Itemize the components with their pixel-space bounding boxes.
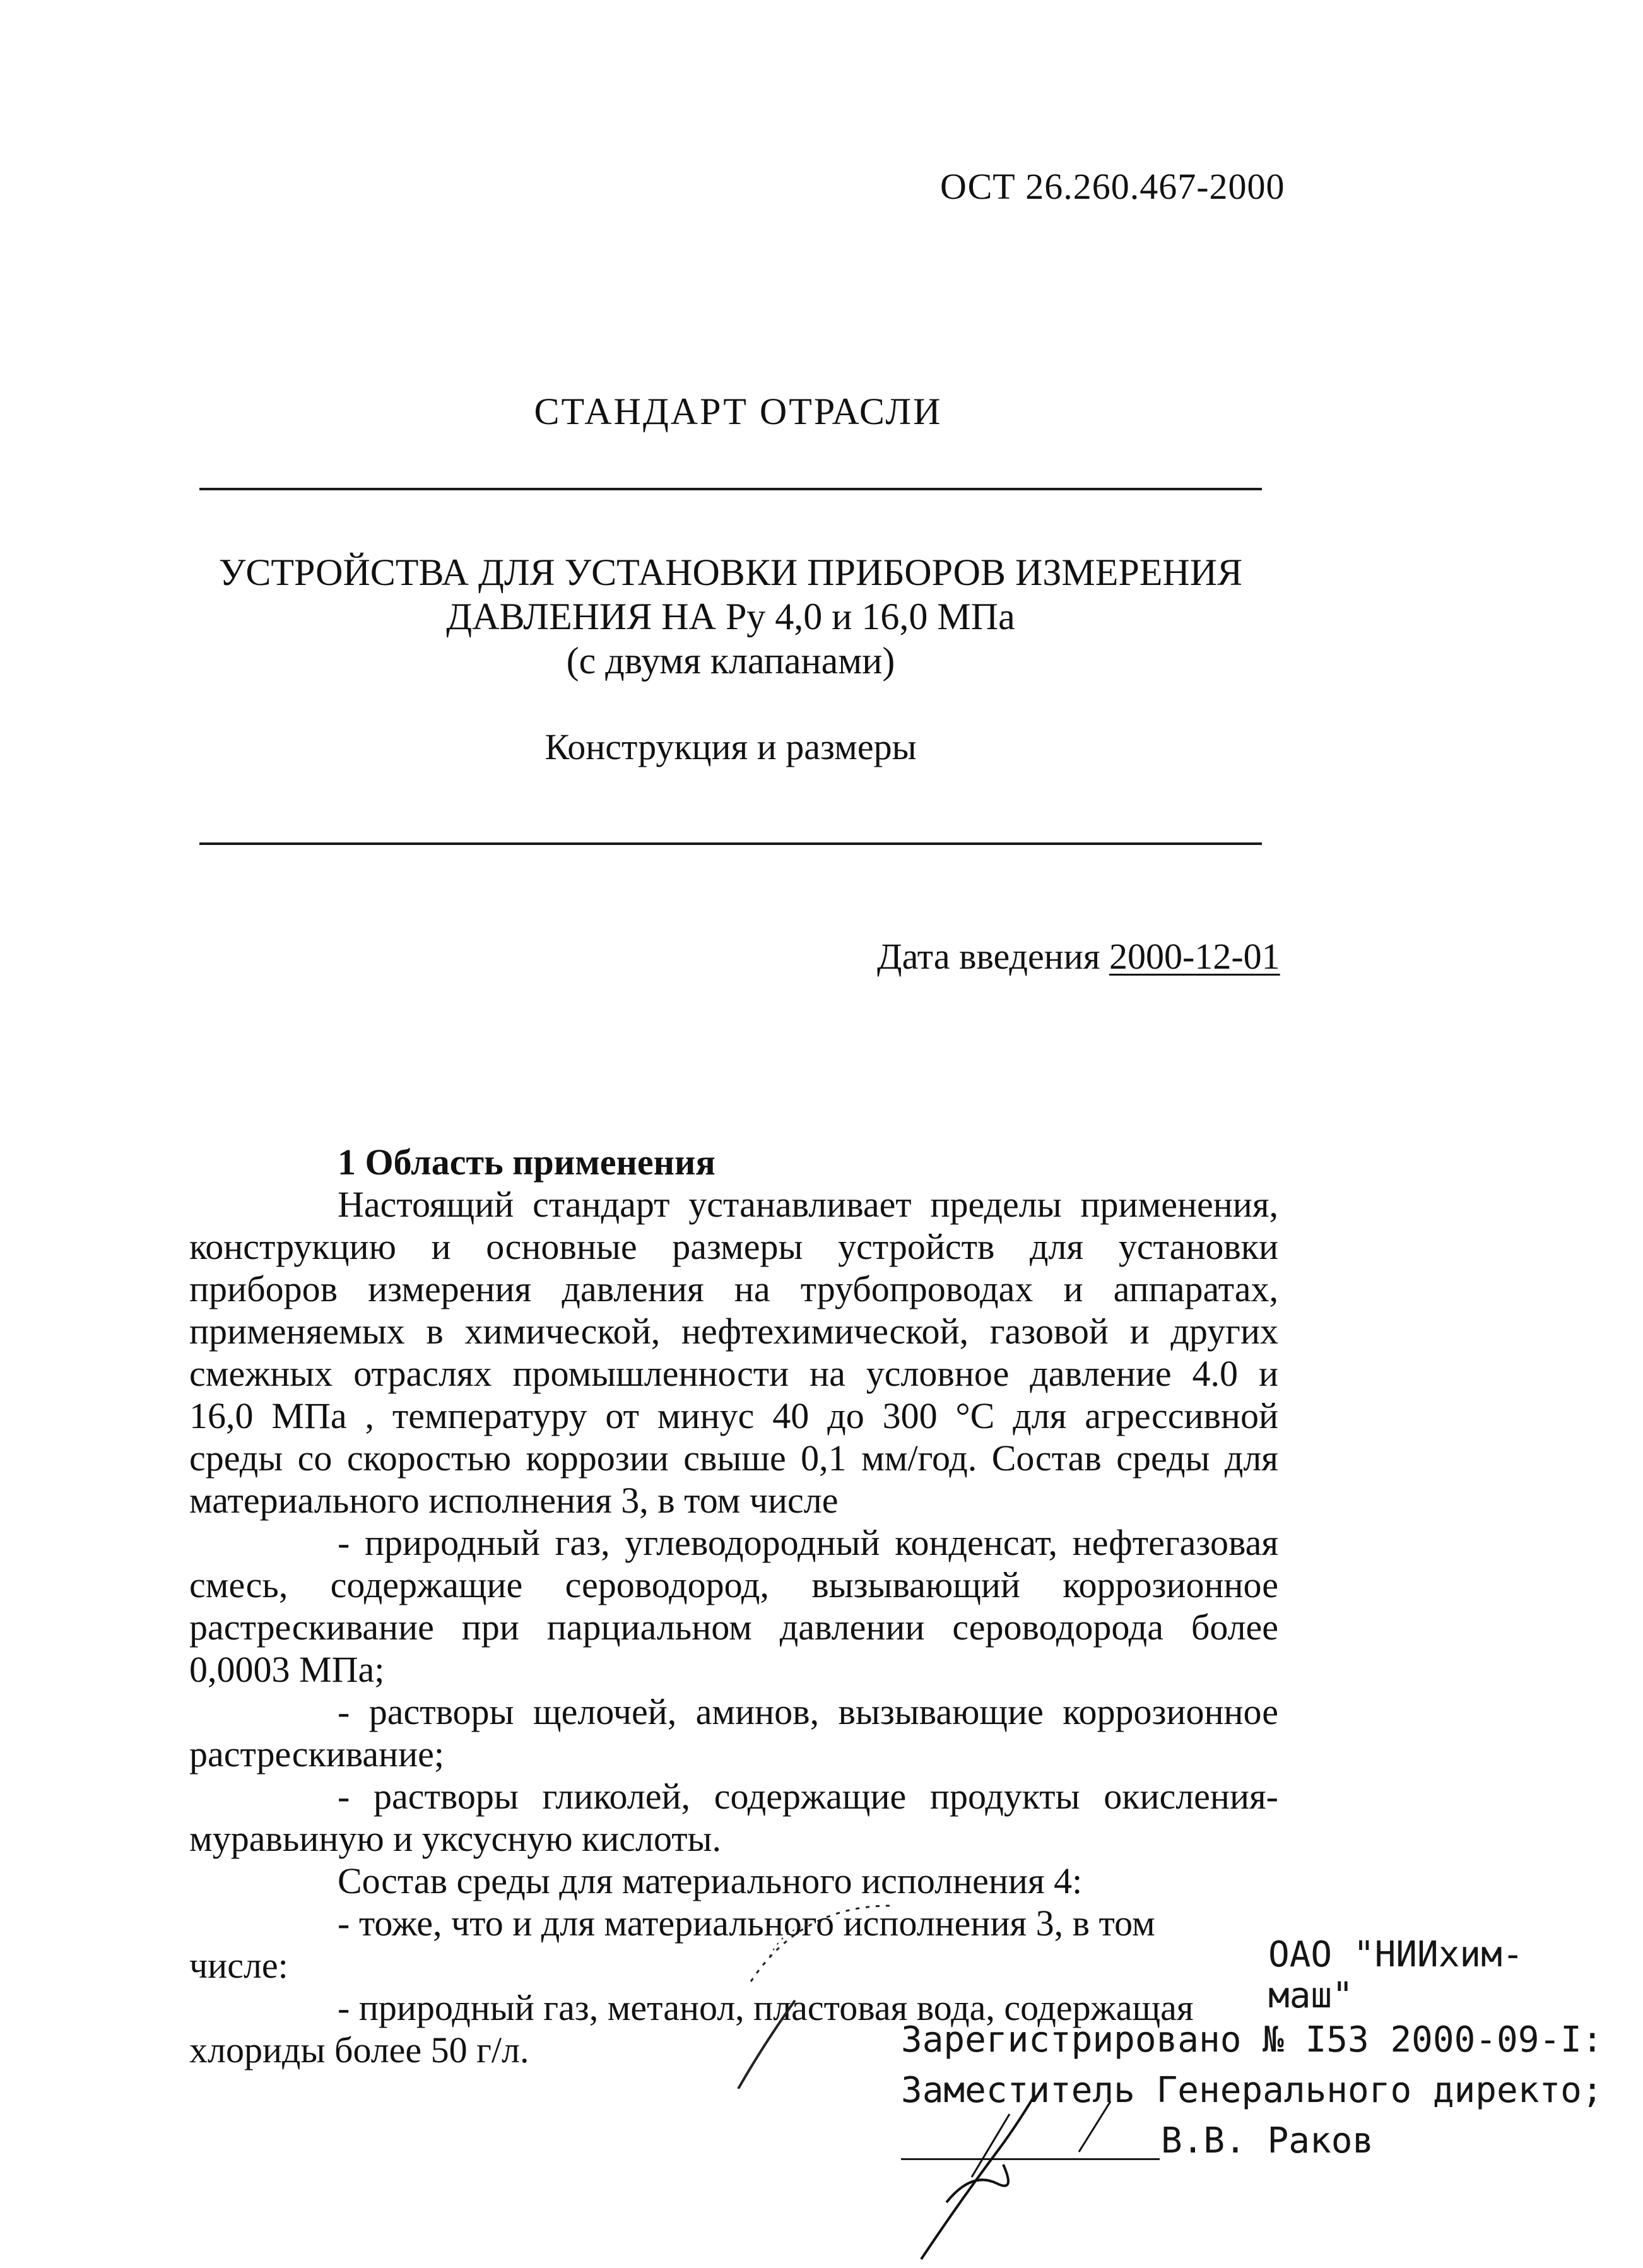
- section-title: 1 Область применения: [338, 1142, 716, 1183]
- text-line: смесь, содержащие сероводород, вызывающий коррозионное: [189, 1564, 1278, 1605]
- text-line: материального исполнения 3, в том числе: [189, 1480, 839, 1521]
- heading-line: (с двумя клапанами): [566, 640, 895, 682]
- text-line: растрескивание при парциальном давлении сероводорода более: [189, 1607, 1278, 1648]
- document-subheading: Конструкция и размеры: [545, 726, 917, 767]
- divider-bottom: [199, 842, 1262, 845]
- text-line: Состав среды для материального исполнения 4:: [338, 1860, 1083, 1901]
- intro-date-value: 2000-12-01: [1109, 936, 1280, 977]
- intro-date-label: Дата введения: [877, 936, 1100, 977]
- text-line: конструкцию и основные размеры устройств для установки: [189, 1226, 1278, 1267]
- text-line: - природный газ, метанол, пластовая вода, содержащая: [338, 1987, 1194, 2028]
- paragraph: [189, 1310, 1278, 1352]
- text-line: приборов измерения давления на трубопроводах и аппаратах,: [189, 1268, 1278, 1309]
- list-item-cont: [189, 1564, 1278, 1606]
- text-line: хлориды более 50 г/л.: [189, 2029, 529, 2070]
- text-line: - природный газ, углеводородный конденсат, нефтегазовая: [338, 1522, 1278, 1563]
- heading-line: УСТРОЙСТВА ДЛЯ УСТАНОВКИ ПРИБОРОВ ИЗМЕРЕНИЯ: [218, 552, 1243, 593]
- standard-title: СТАНДАРТ ОТРАСЛИ: [534, 391, 943, 432]
- signer-name: В.В. Раков: [1161, 2120, 1374, 2161]
- paragraph: [189, 1395, 1278, 1437]
- text-line: числе:: [189, 1945, 288, 1986]
- organization-line: ОАО "НИИхим-: [1268, 1934, 1524, 1975]
- divider-top: [199, 488, 1262, 490]
- list-item: [189, 1775, 1278, 1817]
- list-item-cont: [189, 1648, 1278, 1691]
- text-line: муравьиную и уксусную кислоты.: [189, 1818, 722, 1859]
- paragraph: [189, 1226, 1278, 1268]
- organization-line: маш": [1268, 1975, 1353, 2016]
- text-line: Настоящий стандарт устанавливает пределы применения,: [338, 1184, 1278, 1225]
- paragraph: [189, 1268, 1278, 1310]
- text-line: - тоже, что и для материального исполнения 3, в том: [338, 1903, 1155, 1944]
- text-line: среды со скоростью коррозии свыше 0,1 мм/год. Состав среды для: [189, 1438, 1278, 1479]
- document-heading: [199, 550, 1262, 683]
- paragraph: [189, 1437, 1278, 1479]
- registration-number: Зарегистрировано № I53 2000-09-I:: [901, 2019, 1603, 2060]
- paragraph: [189, 1479, 1278, 1521]
- text-line: 16,0 МПа , температуру от минус 40 до 300 °С для агрессивной: [189, 1395, 1278, 1436]
- document-code: ОСТ 26.260.467-2000: [940, 166, 1285, 207]
- text-line: смежных отраслях промышленности на условное давление 4.0 и: [189, 1353, 1278, 1394]
- list-item-cont: [189, 1817, 1278, 1860]
- handwritten-signature: [871, 2076, 1136, 2265]
- paragraph: [189, 1183, 1278, 1226]
- deputy-title: Заместитель Генерального директо;: [901, 2070, 1603, 2111]
- text-line: - растворы щелочей, аминов, вызывающие коррозионное: [338, 1691, 1278, 1732]
- list-item-cont: [189, 1733, 1278, 1775]
- text-line: - растворы гликолей, содержащие продукты окисления-: [338, 1776, 1278, 1817]
- heading-line: ДАВЛЕНИЯ НА Ру 4,0 и 16,0 МПа: [446, 596, 1015, 637]
- text-line: растрескивание;: [189, 1733, 444, 1775]
- paragraph: [189, 1352, 1278, 1395]
- list-item: [189, 1691, 1278, 1733]
- list-item-cont: [189, 1606, 1278, 1648]
- intro-date: [877, 935, 1280, 977]
- list-item: [189, 1521, 1278, 1564]
- text-line: применяемых в химической, нефтехимической, газовой и других: [189, 1311, 1278, 1352]
- text-line: 0,0003 МПа;: [189, 1649, 385, 1690]
